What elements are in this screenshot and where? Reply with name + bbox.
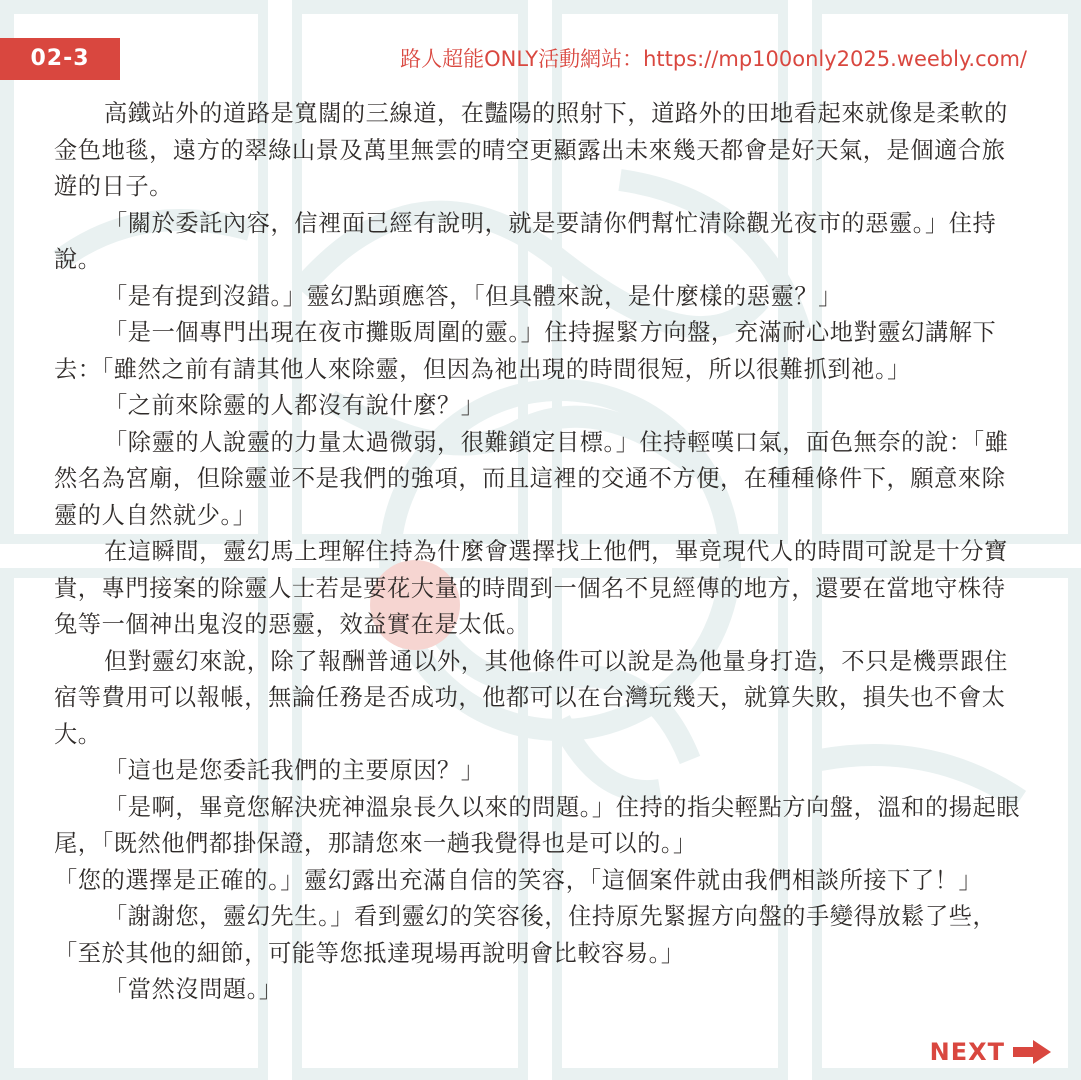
story-paragraph: 「除靈的人說靈的力量太過微弱，很難鎖定目標。」住持輕嘆口氣，面色無奈的說：「雖然名為宮廟，但除靈並不是我們的強項，而且這裡的交通不方便，在種種條件下，願意來除靈的人自然就少。」: [54, 428, 1009, 529]
story-paragraph: 「是啊，畢竟您解決疣神溫泉長久以來的問題。」住持的指尖輕點方向盤，溫和的揚起眼尾，「既然他們都掛保證，那請您來一趟我覺得也是可以的。」: [54, 793, 1021, 857]
arrow-right-icon: [1013, 1040, 1051, 1064]
story-paragraph: 「這也是您委託我們的主要原因？」: [104, 757, 485, 784]
page-number-tag: 02-3: [0, 38, 120, 80]
story-paragraph: 「之前來除靈的人都沒有說什麼？」: [104, 392, 485, 419]
next-label: NEXT: [929, 1038, 1005, 1066]
story-paragraph: 高鐵站外的道路是寬闊的三線道，在豔陽的照射下，道路外的田地看起來就像是柔軟的金色地毯，遠方的翠綠山景及萬里無雲的晴空更顯露出未來幾天都會是好天氣，是個適合旅遊的日子。: [54, 100, 1008, 200]
story-text: [54, 96, 1029, 1009]
story-paragraph: 但對靈幻來說，除了報酬普通以外，其他條件可以說是為他量身打造，不只是機票跟住宿等費用可以報帳，無論任務是否成功，他都可以在台灣玩幾天，就算失敗，損失也不會太大。: [54, 647, 1008, 748]
story-paragraph: 「當然沒問題。」: [104, 976, 283, 1003]
event-website-line: 路人超能ONLY活動網站：https://mp100only2025.weebly.com/: [400, 47, 1027, 71]
story-paragraph: 「關於委託內容，信裡面已經有說明，就是要請你們幫忙清除觀光夜市的惡靈。」住持說。: [54, 209, 997, 273]
story-paragraph: 「您的選擇是正確的。」靈幻露出充滿自信的笑容，「這個案件就由我們相談所接下了！」: [54, 866, 983, 894]
story-paragraph: 「謝謝您，靈幻先生。」看到靈幻的笑容後，住持原先緊握方向盤的手變得放鬆了些，「至於其他的細節，可能等您抵達現場再說明會比較容易。」: [54, 903, 997, 967]
story-paragraph: 在這瞬間，靈幻馬上理解住持為什麼會選擇找上他們，畢竟現代人的時間可說是十分寶貴，專門接案的除靈人士若是要花大量的時間到一個名不見經傳的地方，還要在當地守株待兔等一個神出鬼沒的惡靈，效益實在是太低。: [54, 538, 1008, 638]
story-paragraph: 「是有提到沒錯。」靈幻點頭應答，「但具體來說，是什麼樣的惡靈？」: [104, 282, 842, 310]
story-paragraph: 「是一個專門出現在夜市攤販周圍的靈。」住持握緊方向盤，充滿耐心地對靈幻講解下去：「雖然之前有請其他人來除靈，但因為祂出現的時間很短，所以很難抓到祂。」: [54, 319, 997, 383]
next-button[interactable]: [930, 1038, 1051, 1066]
